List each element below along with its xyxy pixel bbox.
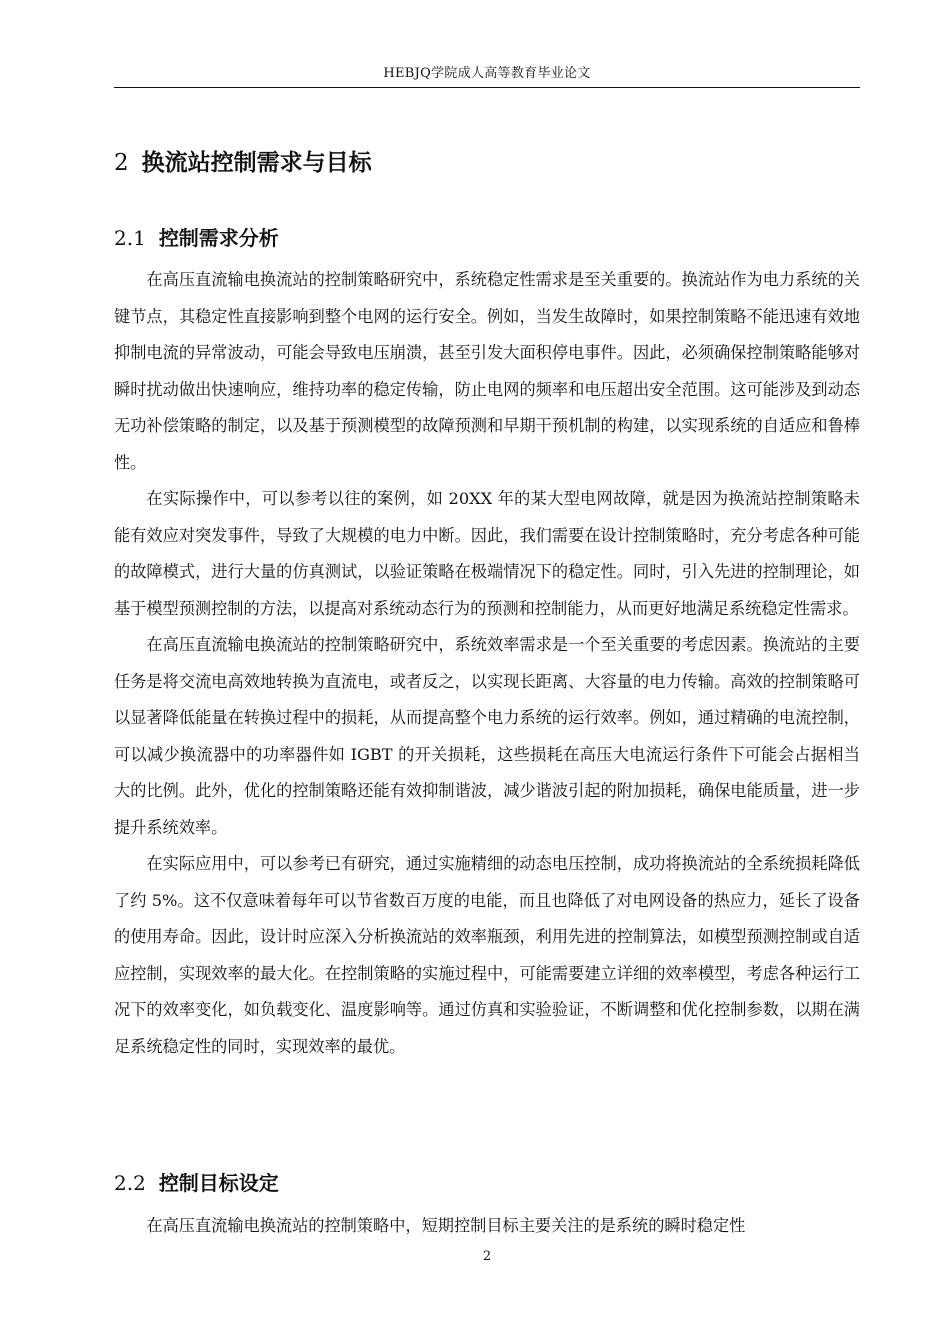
header-rule <box>114 87 860 88</box>
section-2-1-title: 控制需求分析 <box>158 226 279 250</box>
paragraph: 在实际应用中，可以参考已有研究，通过实施精细的动态电压控制，成功将换流站的全系统损耗降低了约 5%。这不仅意味着每年可以节省数百万度的电能，而且也降低了对电网设备的热应力，延长了设备的使用寿命。因此，设计时应深入分析换流站的效率瓶颈，利用先进的控制算法，如模型预测控制或自适应控制，实现效率的最大化。在控制策略的实施过程中，可能需要建立详细的效率模型，考虑各种运行工况下的效率变化，如负载变化、温度影响等。通过仿真和实验验证，不断调整和优化控制参数，以期在满足系统稳定性的同时，实现效率的最优。 <box>114 854 860 1056</box>
section-2-1-number: 2.1 <box>114 226 146 250</box>
section-2-2-body <box>114 1208 860 1245</box>
section-2-2-heading <box>114 1168 860 1198</box>
running-header: HEBJQ学院成人高等教育毕业论文 <box>383 66 591 81</box>
chapter-title: 换流站控制需求与目标 <box>141 150 372 176</box>
section-2-2-number: 2.2 <box>114 1171 146 1195</box>
paragraph: 在高压直流输电换流站的控制策略中，短期控制目标主要关注的是系统的瞬时稳定性 <box>146 1216 746 1235</box>
section-2-1-heading <box>114 223 860 253</box>
page-number: 2 <box>482 1249 492 1264</box>
section-2-2-title: 控制目标设定 <box>158 1171 279 1195</box>
chapter-heading <box>114 146 860 180</box>
paragraph: 在实际操作中，可以参考以往的案例，如 20XX 年的某大型电网故障，就是因为换流站控制策略未能有效应对突发事件，导致了大规模的电力中断。因此，我们需要在设计控制策略时，充分考虑各种可能的故障模式，进行大量的仿真测试，以验证策略在极端情况下的稳定性。同时，引入先进的控制理论，如基于模型预测控制的方法，以提高对系统动态行为的预测和控制能力，从而更好地满足系统稳定性需求。 <box>114 489 860 618</box>
paragraph: 在高压直流输电换流站的控制策略研究中，系统稳定性需求是至关重要的。换流站作为电力系统的关键节点，其稳定性直接影响到整个电网的运行安全。例如，当发生故障时，如果控制策略不能迅速有效地抑制电流的异常波动，可能会导致电压崩溃，甚至引发大面积停电事件。因此，必须确保控制策略能够对瞬时扰动做出快速响应，维持功率的稳定传输，防止电网的频率和电压超出安全范围。这可能涉及到动态无功补偿策略的制定，以及基于预测模型的故障预测和早期干预机制的构建，以实现系统的自适应和鲁棒性。 <box>114 270 860 472</box>
paragraph: 在高压直流输电换流站的控制策略研究中，系统效率需求是一个至关重要的考虑因素。换流站的主要任务是将交流电高效地转换为直流电，或者反之，以实现长距离、大容量的电力传输。高效的控制策略可以显著降低能量在转换过程中的损耗，从而提高整个电力系统的运行效率。例如，通过精确的电流控制，可以减少换流器中的功率器件如 IGBT 的开关损耗，这些损耗在高压大电流运行条件下可能会占据相当大的比例。此外，优化的控制策略还能有效抑制谐波，减少谐波引起的附加损耗，确保电能质量，进一步提升系统效率。 <box>114 635 860 837</box>
chapter-number: 2 <box>114 150 129 176</box>
section-2-1-body <box>114 262 860 1065</box>
